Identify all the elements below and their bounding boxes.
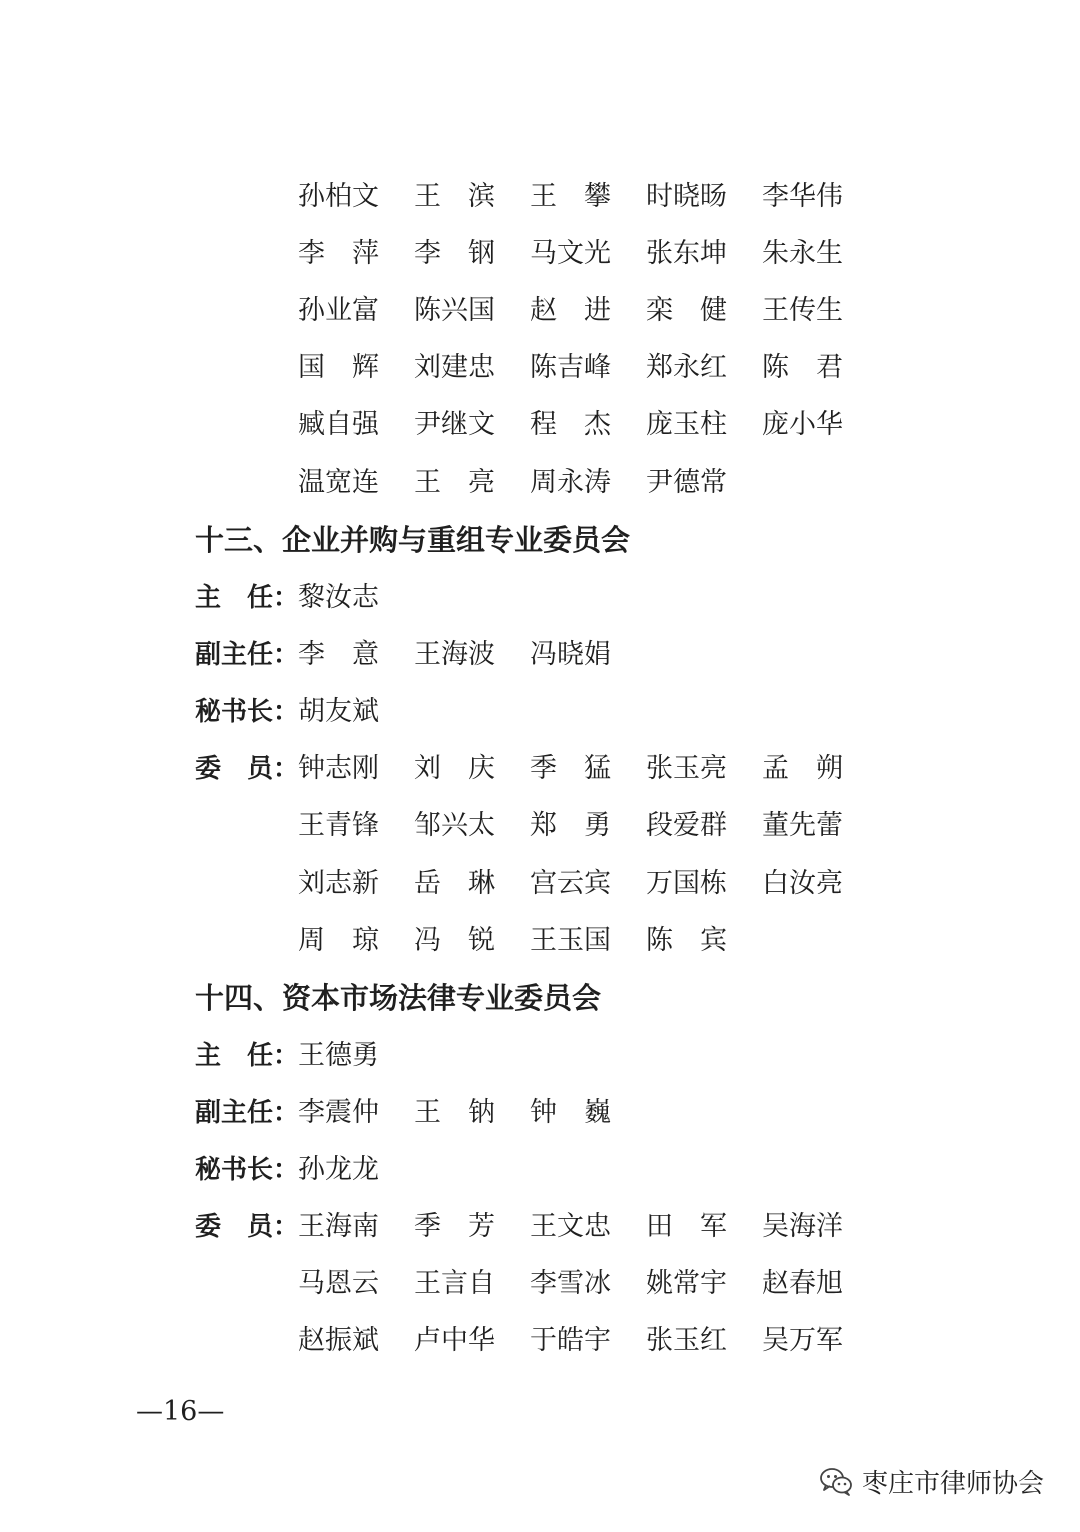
member-name: 温宽连 xyxy=(298,467,379,498)
director-label: 主 任： xyxy=(195,583,300,613)
member-name: 姚常宇 xyxy=(646,1268,727,1299)
member-name: 吴海洋 xyxy=(762,1211,843,1242)
director-label: 主 任： xyxy=(195,1041,300,1071)
member-name: 王 攀 xyxy=(530,181,611,212)
member-name: 季 猛 xyxy=(530,753,611,784)
member-name: 宫云宾 xyxy=(530,868,611,899)
member-name: 王海南 xyxy=(298,1211,379,1242)
secretary-row xyxy=(0,692,1080,732)
member-name: 孙柏文 xyxy=(298,181,379,212)
member-row xyxy=(0,405,1080,445)
member-name: 白汝亮 xyxy=(762,868,843,899)
deputy-name: 冯晓娟 xyxy=(530,639,611,670)
member-name: 王言自 xyxy=(414,1268,495,1299)
member-name: 李华伟 xyxy=(762,181,843,212)
section-heading: 十四、资本市场法律专业委员会 xyxy=(195,981,602,1015)
member-name: 张玉亮 xyxy=(646,753,727,784)
member-name: 万国栋 xyxy=(646,868,727,899)
member-name: 王 亮 xyxy=(414,467,495,498)
member-name: 岳 琳 xyxy=(414,868,495,899)
members-label: 委 员： xyxy=(195,754,300,784)
member-name: 赵 进 xyxy=(530,295,611,326)
member-row xyxy=(0,1207,1080,1247)
member-name: 王传生 xyxy=(762,295,843,326)
member-name: 马文光 xyxy=(530,238,611,269)
member-name: 国 辉 xyxy=(298,352,379,383)
deputy-name: 李震仲 xyxy=(298,1097,379,1128)
member-row xyxy=(0,1321,1080,1361)
member-name: 刘志新 xyxy=(298,868,379,899)
member-name: 钟志刚 xyxy=(298,753,379,784)
secretary-name: 孙龙龙 xyxy=(298,1154,379,1185)
member-name: 张东坤 xyxy=(646,238,727,269)
member-name: 卢中华 xyxy=(414,1325,495,1356)
member-name: 时晓旸 xyxy=(646,181,727,212)
director-name: 黎汝志 xyxy=(298,582,379,613)
member-name: 刘 庆 xyxy=(414,753,495,784)
member-name: 赵振斌 xyxy=(298,1325,379,1356)
member-row xyxy=(0,921,1080,961)
member-name: 李 萍 xyxy=(298,238,379,269)
secretary-label: 秘书长： xyxy=(195,1155,300,1185)
member-name: 王 滨 xyxy=(414,181,495,212)
member-row xyxy=(0,177,1080,217)
member-name: 田 军 xyxy=(646,1211,727,1242)
deputy-name: 李 意 xyxy=(298,639,379,670)
member-name: 陈兴国 xyxy=(414,295,495,326)
member-name: 冯 锐 xyxy=(414,925,495,956)
member-name: 刘建忠 xyxy=(414,352,495,383)
member-row xyxy=(0,463,1080,503)
director-name: 王德勇 xyxy=(298,1040,379,1071)
member-row xyxy=(0,749,1080,789)
secretary-name: 胡友斌 xyxy=(298,696,379,727)
member-name: 董先蕾 xyxy=(762,810,843,841)
member-name: 陈 君 xyxy=(762,352,843,383)
member-name: 臧自强 xyxy=(298,409,379,440)
member-row xyxy=(0,234,1080,274)
member-name: 庞玉柱 xyxy=(646,409,727,440)
member-name: 邹兴太 xyxy=(414,810,495,841)
member-name: 尹继文 xyxy=(414,409,495,440)
director-row xyxy=(0,578,1080,618)
member-name: 王文忠 xyxy=(530,1211,611,1242)
deputy-label: 副主任： xyxy=(195,640,300,670)
member-name: 王青锋 xyxy=(298,810,379,841)
member-row xyxy=(0,806,1080,846)
member-name: 朱永生 xyxy=(762,238,843,269)
member-name: 程 杰 xyxy=(530,409,611,440)
member-row xyxy=(0,864,1080,904)
director-row xyxy=(0,1036,1080,1076)
member-row xyxy=(0,291,1080,331)
deputy-name: 王海波 xyxy=(414,639,495,670)
member-name: 栾 健 xyxy=(646,295,727,326)
page-number: —16— xyxy=(136,1396,225,1427)
deputy-label: 副主任： xyxy=(195,1098,300,1128)
member-name: 庞小华 xyxy=(762,409,843,440)
member-name: 张玉红 xyxy=(646,1325,727,1356)
member-name: 陈吉峰 xyxy=(530,352,611,383)
secretary-row xyxy=(0,1150,1080,1190)
deputy-row xyxy=(0,635,1080,675)
deputy-name: 钟 巍 xyxy=(530,1097,611,1128)
wechat-icon xyxy=(818,1463,854,1499)
account-watermark xyxy=(818,1457,1044,1505)
account-name: 枣庄市律师协会 xyxy=(862,1468,1045,1499)
member-name: 王玉国 xyxy=(530,925,611,956)
member-name: 陈 宾 xyxy=(646,925,727,956)
member-name: 于皓宇 xyxy=(530,1325,611,1356)
secretary-label: 秘书长： xyxy=(195,697,300,727)
member-name: 李雪冰 xyxy=(530,1268,611,1299)
member-name: 郑永红 xyxy=(646,352,727,383)
deputy-row xyxy=(0,1093,1080,1133)
member-name: 段爱群 xyxy=(646,810,727,841)
member-name: 季 芳 xyxy=(414,1211,495,1242)
member-name: 尹德常 xyxy=(646,467,727,498)
member-name: 李 钢 xyxy=(414,238,495,269)
member-name: 孟 朔 xyxy=(762,753,843,784)
member-name: 周永涛 xyxy=(530,467,611,498)
member-name: 孙业富 xyxy=(298,295,379,326)
member-name: 周 琼 xyxy=(298,925,379,956)
member-name: 吴万军 xyxy=(762,1325,843,1356)
section-heading: 十三、企业并购与重组专业委员会 xyxy=(195,523,631,557)
member-name: 马恩云 xyxy=(298,1268,379,1299)
member-row xyxy=(0,348,1080,388)
deputy-name: 王 钠 xyxy=(414,1097,495,1128)
member-row xyxy=(0,1264,1080,1304)
member-name: 郑 勇 xyxy=(530,810,611,841)
members-label: 委 员： xyxy=(195,1212,300,1242)
member-name: 赵春旭 xyxy=(762,1268,843,1299)
